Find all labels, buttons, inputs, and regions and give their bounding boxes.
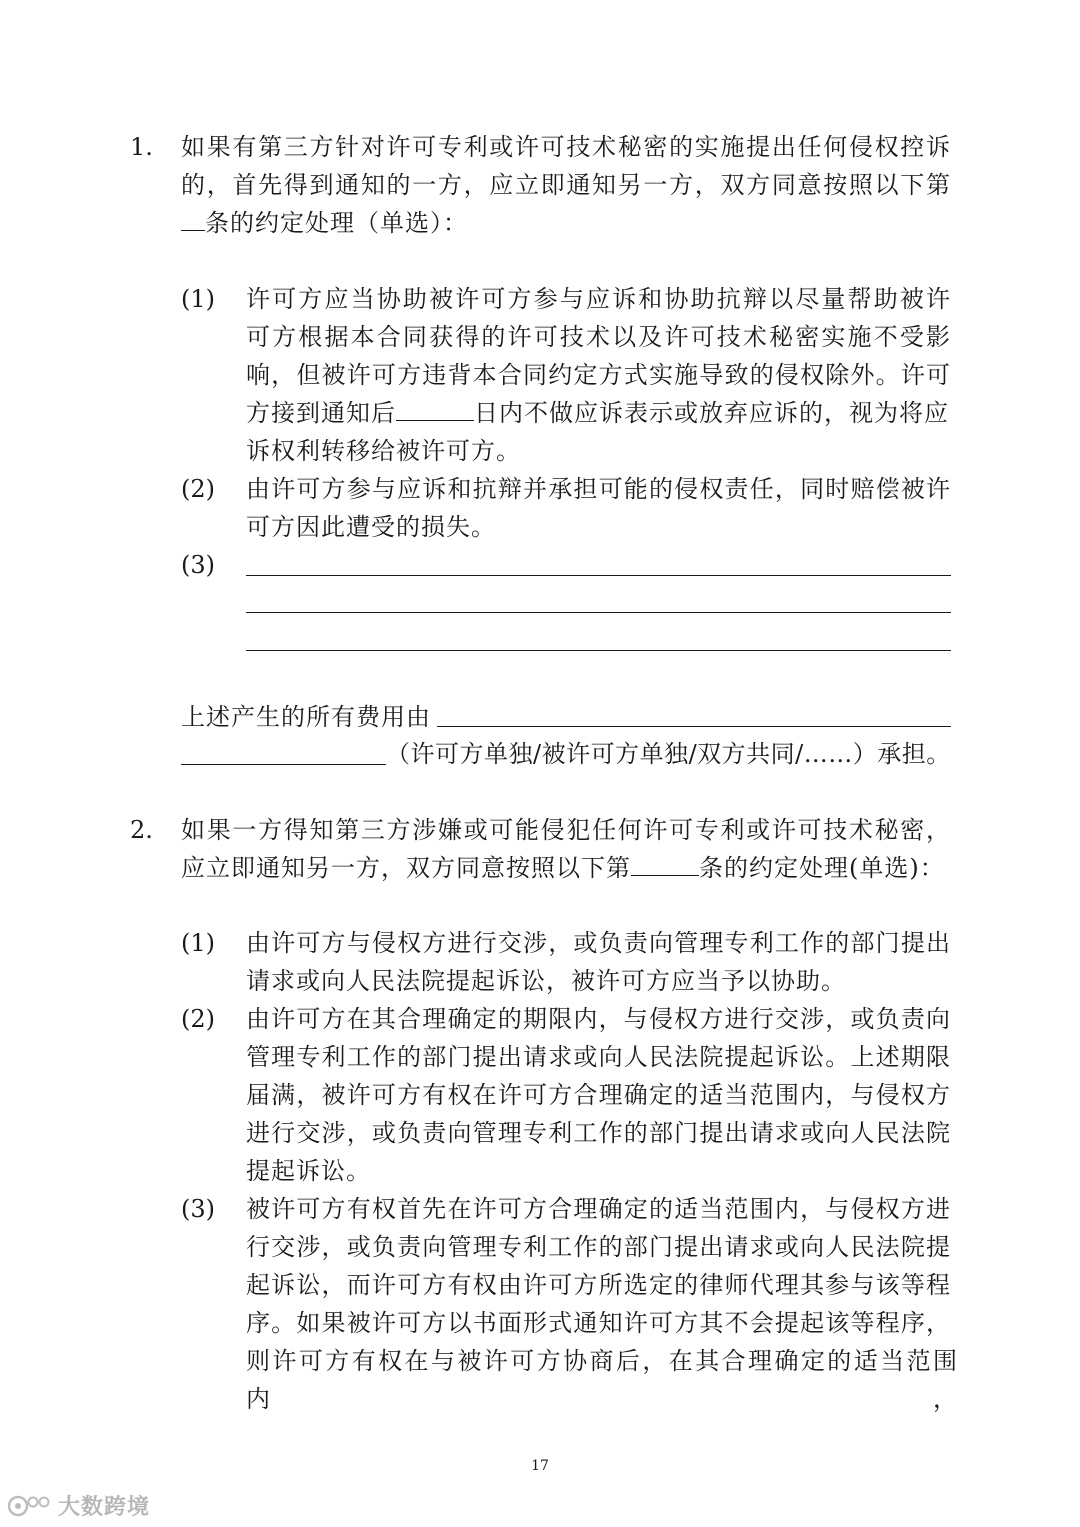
clause-1-option-2-number: (2) <box>181 475 215 503</box>
clause-1-option-3-number: (3) <box>181 551 215 579</box>
clause-2-option-3-line: 序。如果被许可方以书面形式通知许可方其不会提起该等程序， <box>246 1309 951 1337</box>
clause-1-number: 1. <box>130 133 153 161</box>
clause-2-option-2-line: 届满，被许可方有权在许可方合理确定的适当范围内，与侵权方 <box>246 1081 951 1109</box>
clause-1-line-text: 条的约定处理（单选）： <box>205 209 468 237</box>
watermark-logo-icon <box>8 1493 52 1519</box>
clause-2-line-text: 条的约定处理(单选)： <box>699 854 945 882</box>
clause-1-option-1-line: 诉权利转移给被许可方。 <box>246 437 521 465</box>
clause-2-option-2-line: 进行交涉，或负责向管理专利工作的部门提出请求或向人民法院 <box>246 1119 951 1147</box>
clause-1-option-1-text: 日内不做应诉表示或放弃应诉的，视为将应 <box>474 399 949 427</box>
clause-2-option-2-line: 由许可方在其合理确定的期限内，与侵权方进行交涉，或负责向 <box>246 1005 951 1033</box>
clause-2-option-2-line: 提起诉讼。 <box>246 1157 371 1185</box>
fill-in-line <box>246 650 951 651</box>
clause-1-line: 的，首先得到通知的一方，应立即通知另一方，双方同意按照以下第 <box>181 171 951 199</box>
clause-1-option-1-number: (1) <box>181 285 215 313</box>
clause-1-option-1-text: 方接到通知后 <box>246 399 396 427</box>
costs-line: （许可方单独/被许可方单独/双方共同/……）承担。 <box>386 740 951 768</box>
clause-2-option-3-line: 起诉讼，而许可方有权由许可方所选定的律师代理其参与该等程 <box>246 1271 951 1299</box>
clause-2-option-1-line: 请求或向人民法院提起诉讼，被许可方应当予以协助。 <box>246 967 846 995</box>
clause-2-line-text: 应立即通知另一方，双方同意按照以下第 <box>181 854 631 882</box>
costs-line: 上述产生的所有费用由 <box>181 703 431 731</box>
clause-2-option-2-number: (2) <box>181 1005 215 1033</box>
clause-1-line <box>181 204 468 242</box>
costs-blank <box>181 764 386 765</box>
clause-1-choice-blank <box>181 204 205 231</box>
clause-1-option-2-line: 由许可方参与应诉和抗辩并承担可能的侵权责任，同时赔偿被许 <box>246 475 951 503</box>
clause-2-line: 如果一方得知第三方涉嫌或可能侵犯任何许可专利或许可技术秘密， <box>181 816 951 844</box>
clause-1-option-2-line: 可方因此遭受的损失。 <box>246 513 496 541</box>
clause-1-option-1-line: 响，但被许可方违背本合同约定方式实施导致的侵权除外。许可 <box>246 361 951 389</box>
clause-2-option-3-line: 则许可方有权在与被许可方协商后，在其合理确定的适当范围内， <box>246 1347 958 1413</box>
watermark <box>8 1490 150 1521</box>
clause-1-option-1-line: 许可方应当协助被许可方参与应诉和协助抗辩以尽量帮助被许 <box>246 285 951 313</box>
clause-2-option-3-line: 被许可方有权首先在许可方合理确定的适当范围内，与侵权方进 <box>246 1195 951 1223</box>
clause-2-option-1-number: (1) <box>181 929 215 957</box>
fill-in-line <box>246 612 951 613</box>
clause-2-choice-blank <box>631 849 699 876</box>
page-number: 17 <box>531 1458 549 1474</box>
fill-in-line <box>246 575 951 576</box>
clause-2-number: 2. <box>130 816 153 844</box>
clause-2-option-3-number: (3) <box>181 1195 215 1223</box>
clause-2-option-3-line: 行交涉，或负责向管理专利工作的部门提出请求或向人民法院提 <box>246 1233 951 1261</box>
clause-2-line <box>181 849 945 887</box>
costs-blank <box>437 726 951 727</box>
watermark-text: 大数跨境 <box>58 1495 151 1520</box>
clause-2-option-1-line: 由许可方与侵权方进行交涉，或负责向管理专利工作的部门提出 <box>246 929 951 957</box>
clause-1-option-1-line <box>246 394 949 432</box>
clause-1-option-1-line: 可方根据本合同获得的许可技术以及许可技术秘密实施不受影 <box>246 323 951 351</box>
clause-1-line: 如果有第三方针对许可专利或许可技术秘密的实施提出任何侵权控诉 <box>181 133 951 161</box>
clause-2-option-2-line: 管理专利工作的部门提出请求或向人民法院提起诉讼。上述期限 <box>246 1043 951 1071</box>
days-blank <box>396 394 474 421</box>
